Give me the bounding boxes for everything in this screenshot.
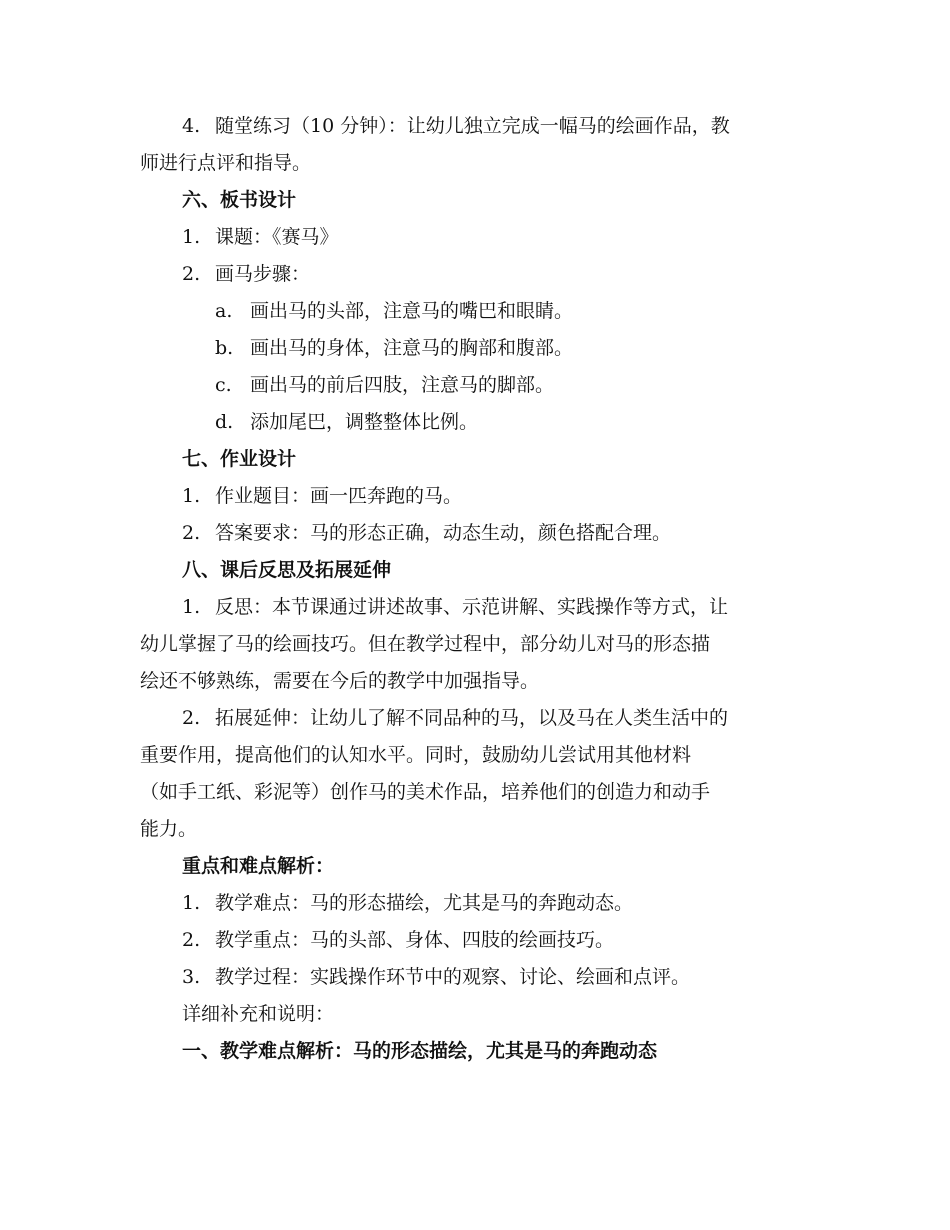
- list-text: 画出马的头部，注意马的嘴巴和眼睛。: [250, 300, 574, 322]
- list-item: [182, 959, 862, 996]
- list-item: [182, 219, 862, 256]
- list-text: 教学过程：实践操作环节中的观察、讨论、绘画和点评。: [215, 966, 691, 988]
- sub-list-item: [215, 293, 895, 330]
- list-text: 教学难点：马的形态描绘，尤其是马的奔跑动态。: [215, 892, 634, 914]
- list-letter: c.: [215, 374, 232, 396]
- list-text: 答案要求：马的形态正确，动态生动，颜色搭配合理。: [215, 522, 672, 544]
- paragraph-line: 重要作用，提高他们的认知水平。同时，鼓励幼儿尝试用其他材料: [140, 744, 692, 766]
- list-text: 画出马的前后四肢，注意马的脚部。: [250, 374, 555, 396]
- list-letter: a.: [215, 300, 233, 322]
- text-run: 拓展延伸：让幼儿了解不同品种的马，以及马在人类生活中的: [215, 707, 729, 729]
- list-text: 作业题目：画一匹奔跑的马。: [215, 485, 463, 507]
- list-item: [182, 922, 862, 959]
- paragraph-line: 绘还不够熟练，需要在今后的教学中加强指导。: [140, 670, 540, 692]
- text-run: 随堂练习（10 分钟）：: [215, 115, 407, 137]
- list-text: 画马步骤：: [215, 263, 311, 285]
- list-item: [182, 885, 862, 922]
- section-heading: 七、作业设计: [182, 448, 297, 470]
- paragraph-line: [182, 589, 862, 626]
- paragraph-line: 详细补充和说明：: [182, 1003, 335, 1025]
- text-run: 反思：本节课通过讲述故事、示范讲解、实践操作等方式，让: [215, 596, 729, 618]
- paragraph-line: （如手工纸、彩泥等）创作马的美术作品，培养他们的创造力和动手: [140, 781, 711, 803]
- paragraph-line: 能力。: [140, 818, 198, 840]
- list-number: 1.: [182, 485, 201, 507]
- list-number: 4.: [182, 115, 201, 137]
- list-number: 2.: [182, 522, 201, 544]
- list-text: 添加尾巴，调整整体比例。: [250, 411, 479, 433]
- paragraph-line: 幼儿掌握了马的绘画技巧。但在教学过程中，部分幼儿对马的形态描: [140, 633, 711, 655]
- sub-list-item: [215, 404, 895, 441]
- sub-list-item: [215, 330, 895, 367]
- list-text: 画出马的身体，注意马的胸部和腹部。: [250, 337, 574, 359]
- sub-list-item: [215, 367, 895, 404]
- list-number: 2.: [182, 263, 201, 285]
- list-number: 3.: [182, 966, 201, 988]
- paragraph-line: [182, 700, 862, 737]
- list-number: 2.: [182, 929, 201, 951]
- section-heading: 八、课后反思及拓展延伸: [182, 559, 392, 581]
- list-text: 教学重点：马的头部、身体、四肢的绘画技巧。: [215, 929, 615, 951]
- list-item: [182, 515, 862, 552]
- list-item: [182, 478, 862, 515]
- section-heading: 一、教学难点解析：马的形态描绘，尤其是马的奔跑动态: [182, 1040, 658, 1062]
- section-heading: 重点和难点解析：: [182, 855, 335, 877]
- list-letter: b.: [215, 337, 234, 359]
- text-run: 让幼儿独立完成一幅马的绘画作品，教: [406, 115, 730, 137]
- list-item: [182, 256, 862, 293]
- list-number: 1.: [182, 596, 201, 618]
- list-text: 课题：《赛马》: [215, 226, 339, 248]
- list-letter: d.: [215, 411, 234, 433]
- list-number: 2.: [182, 707, 201, 729]
- section-heading: 六、板书设计: [182, 189, 297, 211]
- paragraph-line: 师进行点评和指导。: [140, 152, 312, 174]
- paragraph-line: [182, 108, 862, 145]
- list-number: 1.: [182, 892, 201, 914]
- list-number: 1.: [182, 226, 201, 248]
